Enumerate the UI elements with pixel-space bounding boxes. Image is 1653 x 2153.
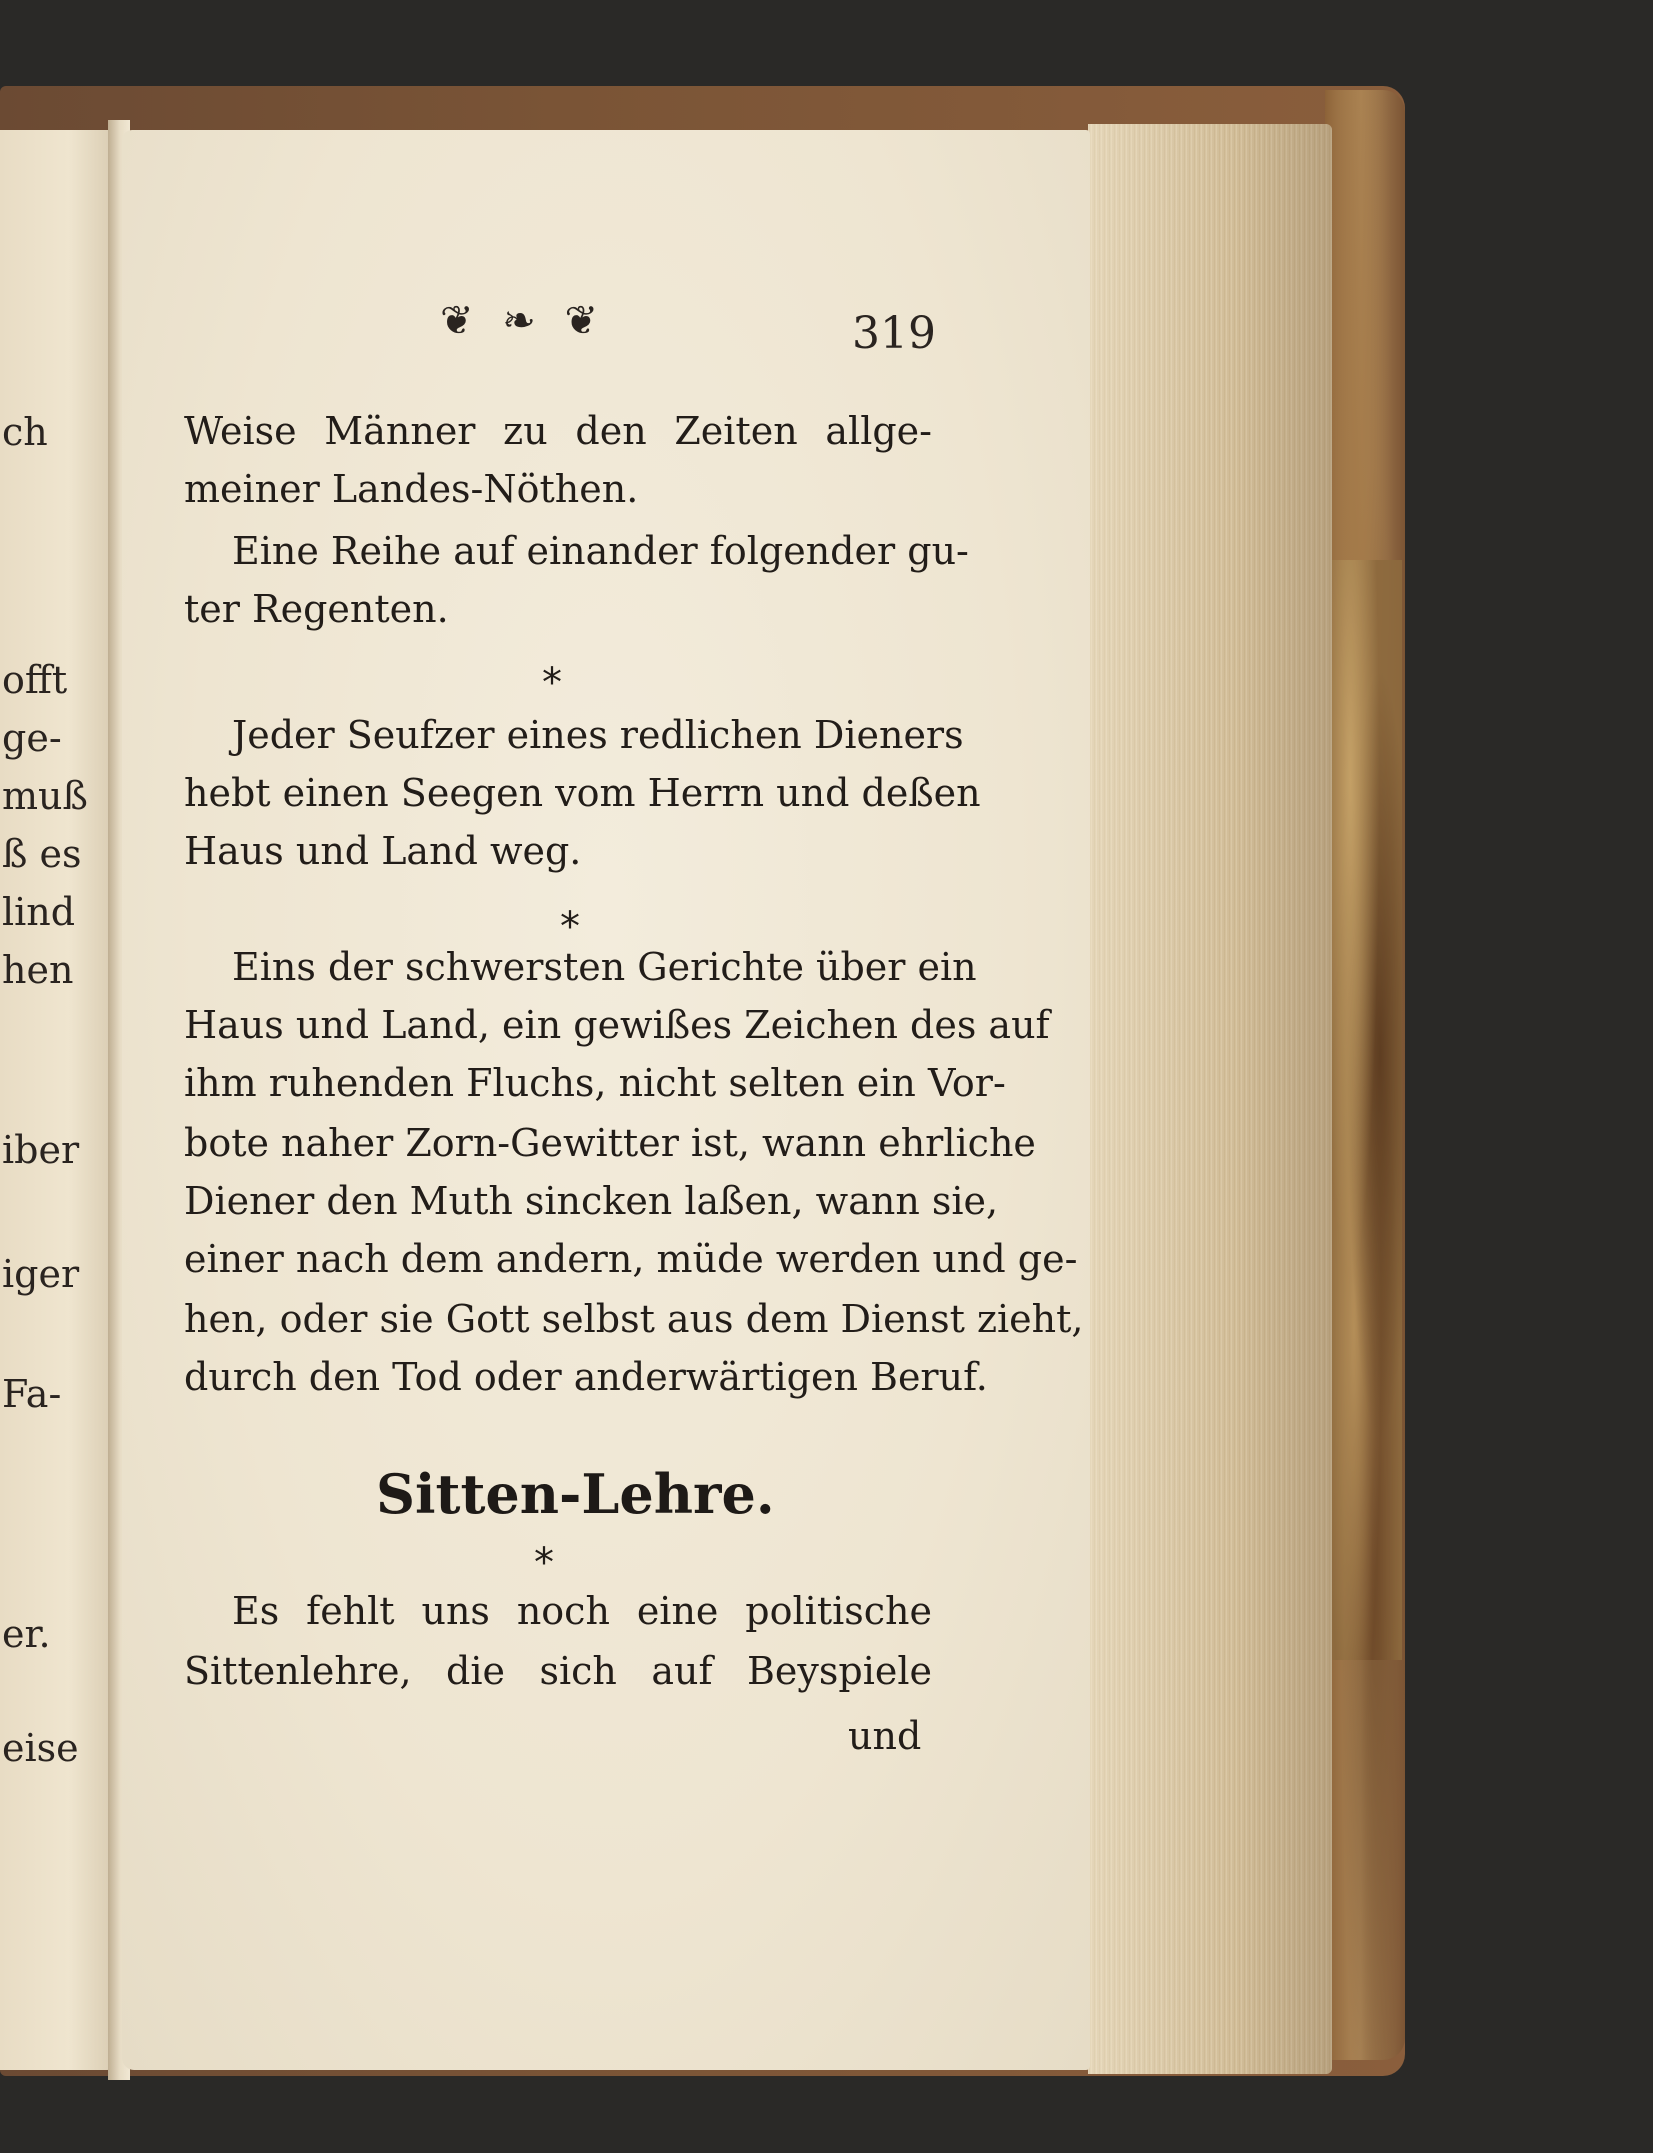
left-page-fragment: offt bbox=[2, 658, 68, 702]
text-line: Haus und Land weg. bbox=[184, 829, 582, 873]
section-star: * bbox=[534, 1540, 554, 1586]
text-line: Haus und Land, ein gewißes Zeichen des auf bbox=[184, 1003, 1050, 1047]
text-line: Sittenlehre, die sich auf Beyspiele bbox=[184, 1649, 932, 1693]
text-line: hen, oder sie Gott selbst aus dem Dienst zieht, bbox=[184, 1297, 1084, 1341]
left-page-fragment: eise bbox=[2, 1726, 79, 1770]
text-line: meiner Landes-Nöthen. bbox=[184, 467, 639, 511]
left-page-fragment: iber bbox=[2, 1128, 80, 1172]
page-block-shading bbox=[1088, 124, 1332, 2074]
left-page-fragment: ge- bbox=[2, 716, 62, 760]
header-ornament: ❦ ❧ ❦ bbox=[440, 298, 606, 344]
left-page-fragment: muß bbox=[2, 774, 88, 818]
left-page-fragment: lind bbox=[2, 890, 76, 934]
text-line: ihm ruhenden Fluchs, nicht selten ein Vor- bbox=[184, 1061, 1006, 1105]
left-page-fragment: hen bbox=[2, 948, 74, 992]
section-heading: Sitten-Lehre. bbox=[376, 1462, 775, 1526]
text-line: einer nach dem andern, müde werden und ge- bbox=[184, 1237, 1078, 1281]
text-line: Eins der schwersten Gerichte über ein bbox=[232, 945, 977, 989]
catchword: und bbox=[848, 1714, 922, 1758]
section-star: * bbox=[542, 660, 562, 706]
left-page-fragment: ch bbox=[2, 410, 48, 454]
text-line: Weise Männer zu den Zeiten allge- bbox=[184, 409, 932, 453]
text-line: Es fehlt uns noch eine politische bbox=[232, 1589, 932, 1633]
left-page-fragment: Fa- bbox=[2, 1372, 62, 1416]
left-page-fragment: er. bbox=[2, 1612, 51, 1656]
text-line: hebt einen Seegen vom Herrn und deßen bbox=[184, 771, 981, 815]
section-star: * bbox=[560, 904, 580, 950]
text-line: ter Regenten. bbox=[184, 587, 449, 631]
left-page-fragment: ß es bbox=[2, 832, 82, 876]
text-line: bote naher Zorn-Gewitter ist, wann ehrliche bbox=[184, 1121, 1036, 1165]
text-line: Diener den Muth sincken laßen, wann sie, bbox=[184, 1179, 999, 1223]
page-number: 319 bbox=[852, 308, 936, 359]
text-line: Eine Reihe auf einander folgender gu- bbox=[232, 529, 969, 573]
left-page-fragment: iger bbox=[2, 1252, 80, 1296]
text-line: Jeder Seufzer eines redlichen Dieners bbox=[232, 713, 964, 757]
text-line: durch den Tod oder anderwärtigen Beruf. bbox=[184, 1355, 988, 1399]
marbled-cover-edge bbox=[1328, 560, 1402, 1660]
